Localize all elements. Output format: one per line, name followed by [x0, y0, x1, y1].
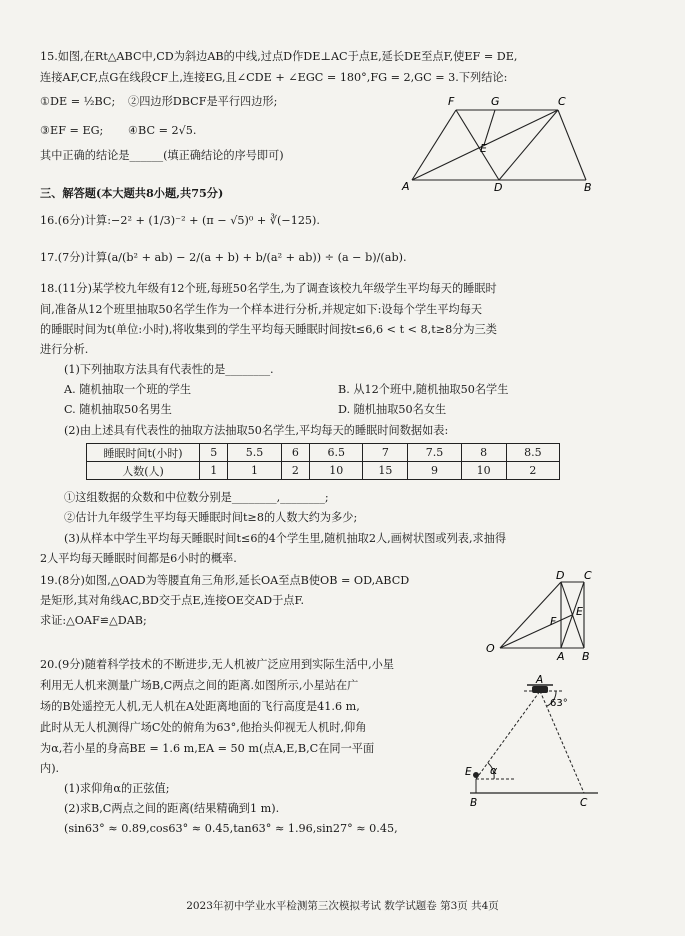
sleep-time-table	[86, 443, 560, 480]
table-cell: 8.5	[506, 444, 559, 462]
q20-line4: 此时从无人机测得广场C处的俯角为63°,他抬头仰视无人机时,仰角	[40, 721, 367, 734]
label-f: F	[448, 95, 455, 108]
table-cell: 2	[281, 462, 309, 480]
q17-text: 17.(7分)计算(a/(b² + ab) − 2/(a + b) + b/(a² + ab)) ÷ (a − b)/(ab).	[40, 251, 407, 264]
label-e: E	[465, 766, 472, 778]
q18-line1: 18.(11分)某学校九年级有12个班,每班50名学生,为了调查该校九年级学生平均每天的睡眠时	[40, 282, 497, 295]
table-cell: 15	[363, 462, 408, 480]
label-b: B	[470, 797, 478, 809]
q19-line1: 19.(8分)如图,△OAD为等腰直角三角形,延长OA至点B使OB = OD,ABCD	[40, 574, 410, 587]
label-e: E	[576, 605, 583, 618]
q18-subpart1: ①这组数据的众数和中位数分别是________,________;	[64, 491, 329, 504]
q18-part3-line1: (3)从样本中学生平均每天睡眠时间t≤6的4个学生里,随机抽取2人,画树状图或列表,求抽得	[64, 532, 507, 545]
q19-line3: 求证:△OAF≌△DAB;	[40, 614, 147, 627]
q18-option-d: D. 随机抽取50名女生	[338, 403, 447, 416]
q19-line2: 是矩形,其对角线AC,BD交于点E,连接OE交AD于点F.	[40, 594, 305, 607]
q18-line3: 的睡眠时间为t(单位:小时),将收集到的学生平均每天睡眠时间按t≤6,6 < t < 8,t≥8分为三类	[40, 323, 497, 336]
q15-option-4: ④BC = 2√5.	[128, 124, 197, 137]
q18-part1: (1)下列抽取方法具有代表性的是________.	[64, 363, 274, 376]
q18-option-a: A. 随机抽取一个班的学生	[64, 383, 192, 396]
segment-fd	[456, 110, 499, 180]
label-alpha: α	[490, 764, 498, 777]
table-row-counts	[87, 462, 560, 480]
table-cell: 10	[461, 462, 506, 480]
q20-part1: (1)求仰角α的正弦值;	[64, 782, 170, 795]
label-d: D	[494, 181, 503, 192]
label-c: C	[584, 570, 592, 582]
q18-option-b: B. 从12个班中,随机抽取50名学生	[338, 383, 509, 396]
segment-dc	[499, 110, 558, 180]
section-3-heading: 三、解答题(本大题共8小题,共75分)	[40, 186, 224, 200]
q20-line2: 利用无人机来测量广场B,C两点之间的距离.如图所示,小星站在广	[40, 679, 359, 692]
label-a: A	[557, 650, 565, 662]
segment-ge	[484, 110, 495, 145]
page-footer: 2023年初中学业水平检测第三次模拟考试 数学试题卷 第3页 共4页	[186, 900, 499, 912]
table-header-counts: 人数(人)	[87, 462, 200, 480]
q18-option-c: C. 随机抽取50名男生	[64, 403, 172, 416]
q20-line1: 20.(9分)随着科学技术的不断进步,无人机被广泛应用到实际生活中,小星	[40, 658, 395, 671]
label-e: E	[480, 142, 487, 155]
label-b: B	[584, 181, 592, 192]
label-g: G	[491, 95, 500, 108]
label-a: A	[402, 180, 410, 192]
q20-trig-hint: (sin63° ≈ 0.89,cos63° ≈ 0.45,tan63° ≈ 1.96,sin27° ≈ 0.45,	[64, 822, 398, 835]
table-header-hours: 睡眠时间t(小时)	[87, 444, 200, 462]
label-angle-63: 63°	[550, 698, 568, 709]
q15-figure	[398, 92, 598, 192]
sight-line-ea	[476, 691, 540, 779]
q20-line3: 场的B处遥控无人机,无人机在A处距离地面的飞行高度是41.6 m,	[40, 700, 360, 713]
q18-line2: 间,准备从12个班里抽取50名学生作为一个样本进行分析,并规定如下:设每个学生平均每天	[40, 303, 483, 316]
label-a: A	[536, 675, 544, 686]
table-cell: 2	[506, 462, 559, 480]
q20-line6: 内).	[40, 762, 60, 775]
q18-part2: (2)由上述具有代表性的抽取方法抽取50名学生,平均每天的睡眠时间数据如表:	[64, 424, 449, 437]
q15-option-3: ③EF = EG;	[40, 124, 104, 137]
table-cell: 6	[281, 444, 309, 462]
q20-part2: (2)求B,C两点之间的距离(结果精确到1 m).	[64, 802, 280, 815]
table-cell: 1	[228, 462, 281, 480]
drone-icon	[527, 685, 553, 693]
segment-cb	[558, 110, 586, 180]
label-c: C	[558, 95, 566, 108]
table-cell: 6.5	[310, 444, 363, 462]
q19-figure	[484, 570, 609, 662]
label-b: B	[582, 650, 590, 662]
table-cell: 9	[408, 462, 461, 480]
q15-line1: 15.如图,在Rt△ABC中,CD为斜边AB的中线,过点D作DE⊥AC于点E,延长DE至点F,使EF = DE,	[40, 50, 518, 63]
label-o: O	[486, 642, 495, 655]
label-f: F	[550, 615, 557, 628]
q20-figure	[462, 675, 602, 815]
table-cell: 5.5	[228, 444, 281, 462]
label-d: D	[556, 570, 565, 582]
q20-line5: 为α,若小星的身高BE = 1.6 m,EA = 50 m(点A,E,B,C在同一平面	[40, 742, 375, 755]
table-cell: 7.5	[408, 444, 461, 462]
q18-part3-line2: 2人平均每天睡眠时间都是6小时的概率.	[40, 552, 237, 565]
table-cell: 8	[461, 444, 506, 462]
q15-option-1: ①DE = ½BC;	[40, 95, 116, 108]
table-cell: 10	[310, 462, 363, 480]
table-cell: 1	[200, 462, 228, 480]
table-cell: 7	[363, 444, 408, 462]
q18-line4: 进行分析.	[40, 343, 89, 356]
label-c: C	[580, 797, 588, 809]
q15-question: 其中正确的结论是______(填正确结论的序号即可)	[40, 149, 284, 162]
q18-subpart2: ②估计九年级学生平均每天睡眠时间t≥8的人数大约为多少;	[64, 511, 358, 524]
q16-text: 16.(6分)计算:−2² + (1/3)⁻² + (π − √5)⁰ + ∛(−125).	[40, 214, 320, 227]
q15-line2: 连接AF,CF,点G在线段CF上,连接EG,且∠CDE + ∠EGC = 180°,FG = 2,GC = 3.下列结论:	[40, 71, 508, 84]
person-head	[473, 772, 479, 778]
table-cell: 5	[200, 444, 228, 462]
q15-option-2: ②四边形DBCF是平行四边形;	[128, 95, 278, 108]
table-row-hours	[87, 444, 560, 462]
